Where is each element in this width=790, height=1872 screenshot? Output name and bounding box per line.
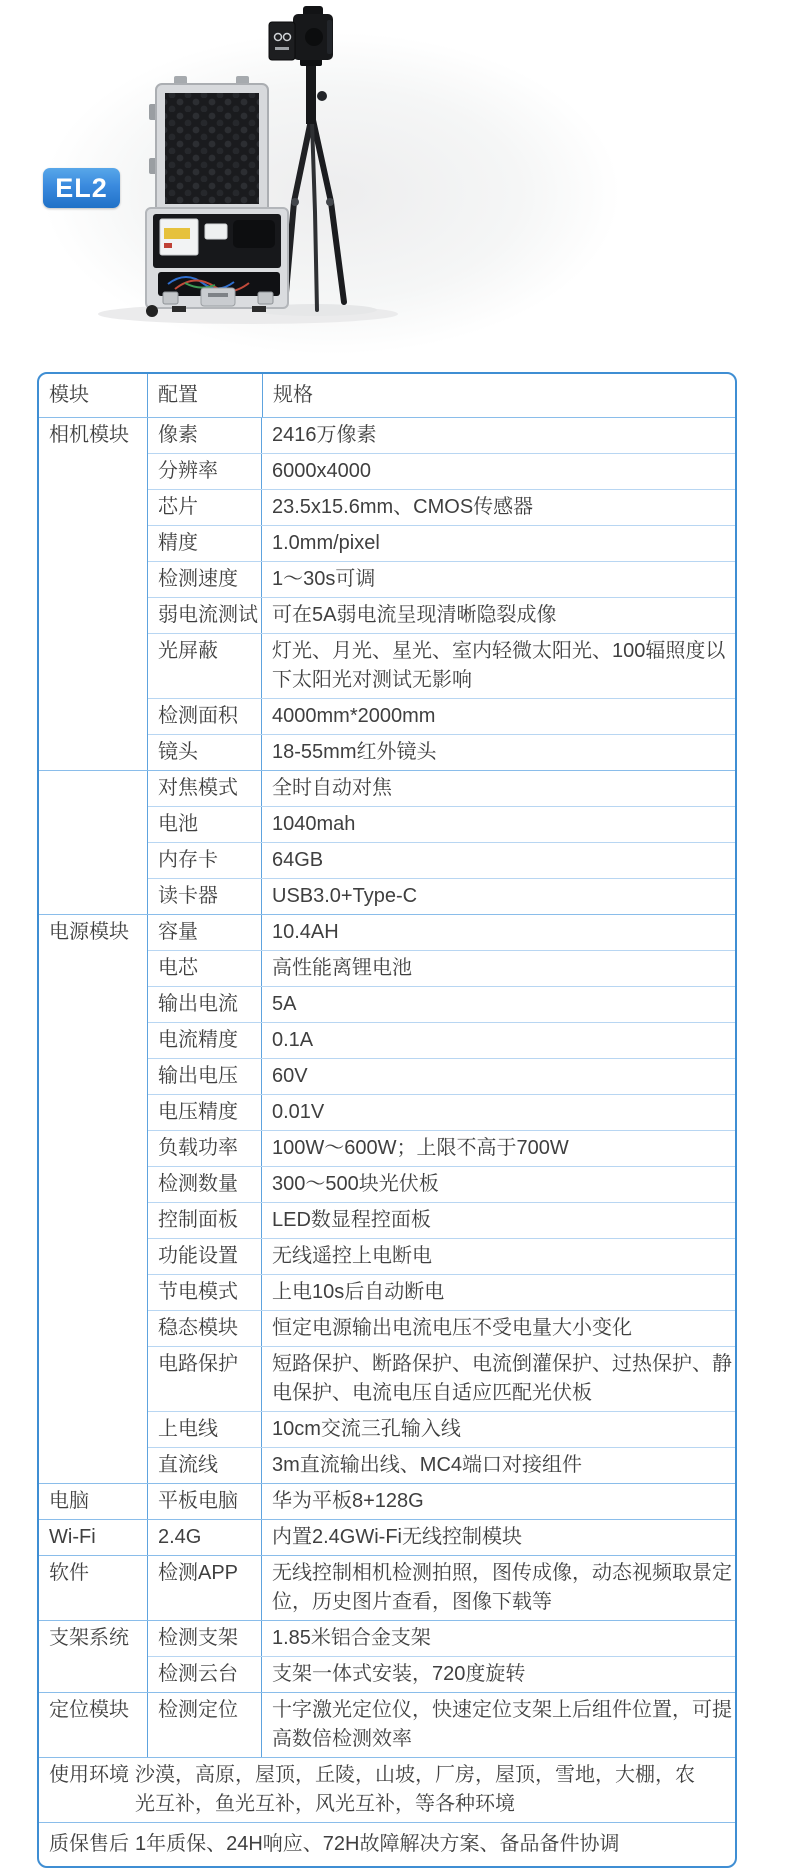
spec-value-cell: 300～500块光伏板 xyxy=(272,1173,439,1195)
header-config: 配置 xyxy=(148,374,263,417)
spec-row xyxy=(148,489,735,525)
module-group xyxy=(39,1483,735,1519)
spec-row xyxy=(148,561,735,597)
spec-value-cell: 灯光、月光、星光、室内轻微太阳光、100辐照度以下太阳光对测试无影响 xyxy=(272,640,726,691)
spec-value-cell: 10cm交流三孔输入线 xyxy=(272,1418,461,1440)
spec-row xyxy=(148,597,735,633)
spec-value-cell: 高性能离锂电池 xyxy=(272,957,412,979)
spec-table-footer xyxy=(39,1757,735,1866)
spec-row xyxy=(148,915,735,950)
spec-value-cell: 100W～600W；上限不高于700W xyxy=(272,1137,569,1159)
spec-row xyxy=(148,1238,735,1274)
spec-value-cell: 1.0mm/pixel xyxy=(272,532,380,554)
spec-row xyxy=(148,842,735,878)
spec-row xyxy=(148,986,735,1022)
config-cell: 对焦模式 xyxy=(148,771,262,806)
spec-value-cell: 60V xyxy=(272,1065,308,1087)
module-group xyxy=(39,418,735,770)
spec-value-cell: 上电10s后自动断电 xyxy=(272,1281,445,1303)
module-group xyxy=(39,1620,735,1692)
spec-value-cell: 华为平板8+128G xyxy=(272,1490,424,1512)
config-cell: 芯片 xyxy=(148,490,262,525)
config-cell: 电路保护 xyxy=(148,1347,262,1411)
module-rows xyxy=(147,1484,735,1519)
spec-value-cell: 1.85米铝合金支架 xyxy=(272,1627,431,1649)
equipment-case-base-photo xyxy=(146,208,288,317)
config-cell: 节电模式 xyxy=(148,1275,262,1310)
spec-row xyxy=(148,1411,735,1447)
spec-row xyxy=(148,734,735,770)
spec-row xyxy=(148,950,735,986)
config-cell: 检测定位 xyxy=(148,1693,262,1757)
module-group xyxy=(39,1555,735,1620)
spec-row xyxy=(148,1484,735,1519)
module-name-cell: 相机模块 xyxy=(49,424,129,446)
spec-value-cell: 恒定电源输出电流电压不受电量大小变化 xyxy=(272,1317,632,1339)
spec-row xyxy=(148,1022,735,1058)
config-cell: 电压精度 xyxy=(148,1095,262,1130)
module-rows xyxy=(147,1693,735,1757)
spec-row xyxy=(148,418,735,453)
spec-row xyxy=(148,878,735,914)
header-spec: 规格 xyxy=(273,384,313,406)
spec-row xyxy=(148,1202,735,1238)
module-rows xyxy=(147,915,735,1483)
spec-row xyxy=(148,525,735,561)
module-rows xyxy=(147,1621,735,1692)
spec-row xyxy=(148,1346,735,1411)
module-rows xyxy=(147,418,735,770)
module-name-cell: 软件 xyxy=(49,1562,89,1584)
config-cell: 内存卡 xyxy=(148,843,262,878)
spec-value-cell: 0.1A xyxy=(272,1029,314,1051)
spec-value-cell: 短路保护、断路保护、电流倒灌保护、过热保护、静电保护、电流电压自适应匹配光伏板 xyxy=(272,1353,732,1404)
spec-row xyxy=(148,698,735,734)
config-cell: 检测支架 xyxy=(148,1621,262,1656)
config-cell: 分辨率 xyxy=(148,454,262,489)
module-name-cell: Wi-Fi xyxy=(49,1526,96,1548)
merged-row-value: 1年质保、24H响应、72H故障解决方案、备品备件协调 xyxy=(135,1833,620,1855)
config-cell: 直流线 xyxy=(148,1448,262,1483)
spec-row xyxy=(148,1058,735,1094)
config-cell: 负载功率 xyxy=(148,1131,262,1166)
spec-table-header xyxy=(39,374,735,418)
config-cell: 2.4G xyxy=(148,1520,262,1555)
module-rows xyxy=(147,771,735,914)
spec-row xyxy=(148,771,735,806)
config-cell: 输出电流 xyxy=(148,987,262,1022)
spec-row xyxy=(148,453,735,489)
config-cell: 稳态模块 xyxy=(148,1311,262,1346)
spec-value-cell: 1040mah xyxy=(272,813,356,835)
module-name-cell: 电源模块 xyxy=(49,921,129,943)
spec-row xyxy=(148,1447,735,1483)
spec-table xyxy=(37,372,737,1868)
spec-value-cell: 无线遥控上电断电 xyxy=(272,1245,432,1267)
merged-row xyxy=(39,1822,735,1866)
config-cell: 输出电压 xyxy=(148,1059,262,1094)
spec-value-cell: 可在5A弱电流呈现清晰隐裂成像 xyxy=(272,604,557,626)
spec-value-cell: 十字激光定位仪，快速定位支架上后组件位置，可提高数倍检测效率 xyxy=(272,1699,732,1750)
config-cell: 光屏蔽 xyxy=(148,634,262,698)
spec-value-cell: 3m直流输出线、MC4端口对接组件 xyxy=(272,1454,583,1476)
config-cell: 检测速度 xyxy=(148,562,262,597)
spec-row xyxy=(148,633,735,698)
config-cell: 功能设置 xyxy=(148,1239,262,1274)
product-photo-section xyxy=(0,0,790,372)
module-group xyxy=(39,1519,735,1555)
config-cell: 检测APP xyxy=(148,1556,262,1620)
spec-row xyxy=(148,1310,735,1346)
spec-row xyxy=(148,1656,735,1692)
module-name-cell xyxy=(39,771,147,914)
spec-value-cell: LED数显程控面板 xyxy=(272,1209,431,1231)
module-group xyxy=(39,770,735,914)
spec-value-cell: 64GB xyxy=(272,849,324,871)
module-rows xyxy=(147,1520,735,1555)
config-cell: 弱电流测试 xyxy=(148,598,262,633)
module-rows xyxy=(147,1556,735,1620)
spec-value-cell: 支架一体式安装，720度旋转 xyxy=(272,1663,526,1685)
spec-value-cell: 无线控制相机检测拍照，图传成像，动态视频取景定位，历史图片查看，图像下载等 xyxy=(272,1562,732,1613)
equipment-case-lid-photo xyxy=(149,76,268,213)
spec-value-cell: 23.5x15.6mm、CMOS传感器 xyxy=(272,496,534,518)
spec-table-body xyxy=(39,418,735,1757)
merged-row xyxy=(39,1757,735,1822)
spec-row xyxy=(148,1621,735,1656)
spec-row xyxy=(148,1130,735,1166)
config-cell: 镜头 xyxy=(148,735,262,770)
config-cell: 检测云台 xyxy=(148,1657,262,1692)
spec-row xyxy=(148,1166,735,1202)
spec-row xyxy=(148,1094,735,1130)
spec-value-cell: 5A xyxy=(272,993,297,1015)
module-group xyxy=(39,914,735,1483)
config-cell: 上电线 xyxy=(148,1412,262,1447)
module-group xyxy=(39,1692,735,1757)
config-cell: 电流精度 xyxy=(148,1023,262,1058)
spec-row xyxy=(148,1556,735,1620)
merged-row-label: 使用环境 xyxy=(49,1764,129,1786)
spec-value-cell: 内置2.4GWi-Fi无线控制模块 xyxy=(272,1526,522,1548)
config-cell: 电池 xyxy=(148,807,262,842)
config-cell: 容量 xyxy=(148,915,262,950)
module-name-cell: 定位模块 xyxy=(49,1699,129,1721)
spec-value-cell: 全时自动对焦 xyxy=(272,777,392,799)
spec-row xyxy=(148,1693,735,1757)
merged-row-value: 沙漠，高原，屋顶，丘陵，山坡，厂房，屋顶，雪地，大棚，农光互补，鱼光互补，风光互补，等各种环境 xyxy=(135,1764,695,1815)
module-name-cell: 电脑 xyxy=(49,1490,89,1512)
model-badge: EL2 xyxy=(43,168,120,208)
module-name-cell: 支架系统 xyxy=(49,1627,129,1649)
spec-value-cell: 18-55mm红外镜头 xyxy=(272,741,437,763)
config-cell: 读卡器 xyxy=(148,879,262,914)
spec-value-cell: 2416万像素 xyxy=(272,424,377,446)
spec-value-cell: 1～30s可调 xyxy=(272,568,376,590)
spec-row xyxy=(148,1274,735,1310)
spec-value-cell: 6000x4000 xyxy=(272,460,371,482)
config-cell: 检测面积 xyxy=(148,699,262,734)
spec-value-cell: 10.4AH xyxy=(272,921,339,943)
config-cell: 精度 xyxy=(148,526,262,561)
config-cell: 平板电脑 xyxy=(148,1484,262,1519)
config-cell: 控制面板 xyxy=(148,1203,262,1238)
spec-value-cell: USB3.0+Type-C xyxy=(272,885,418,907)
spec-row xyxy=(148,806,735,842)
merged-row-label: 质保售后 xyxy=(49,1833,129,1855)
config-cell: 检测数量 xyxy=(148,1167,262,1202)
header-module: 模块 xyxy=(39,374,148,417)
spec-value-cell: 4000mm*2000mm xyxy=(272,705,436,727)
config-cell: 电芯 xyxy=(148,951,262,986)
config-cell: 像素 xyxy=(148,418,262,453)
spec-row xyxy=(148,1520,735,1555)
spec-value-cell: 0.01V xyxy=(272,1101,325,1123)
